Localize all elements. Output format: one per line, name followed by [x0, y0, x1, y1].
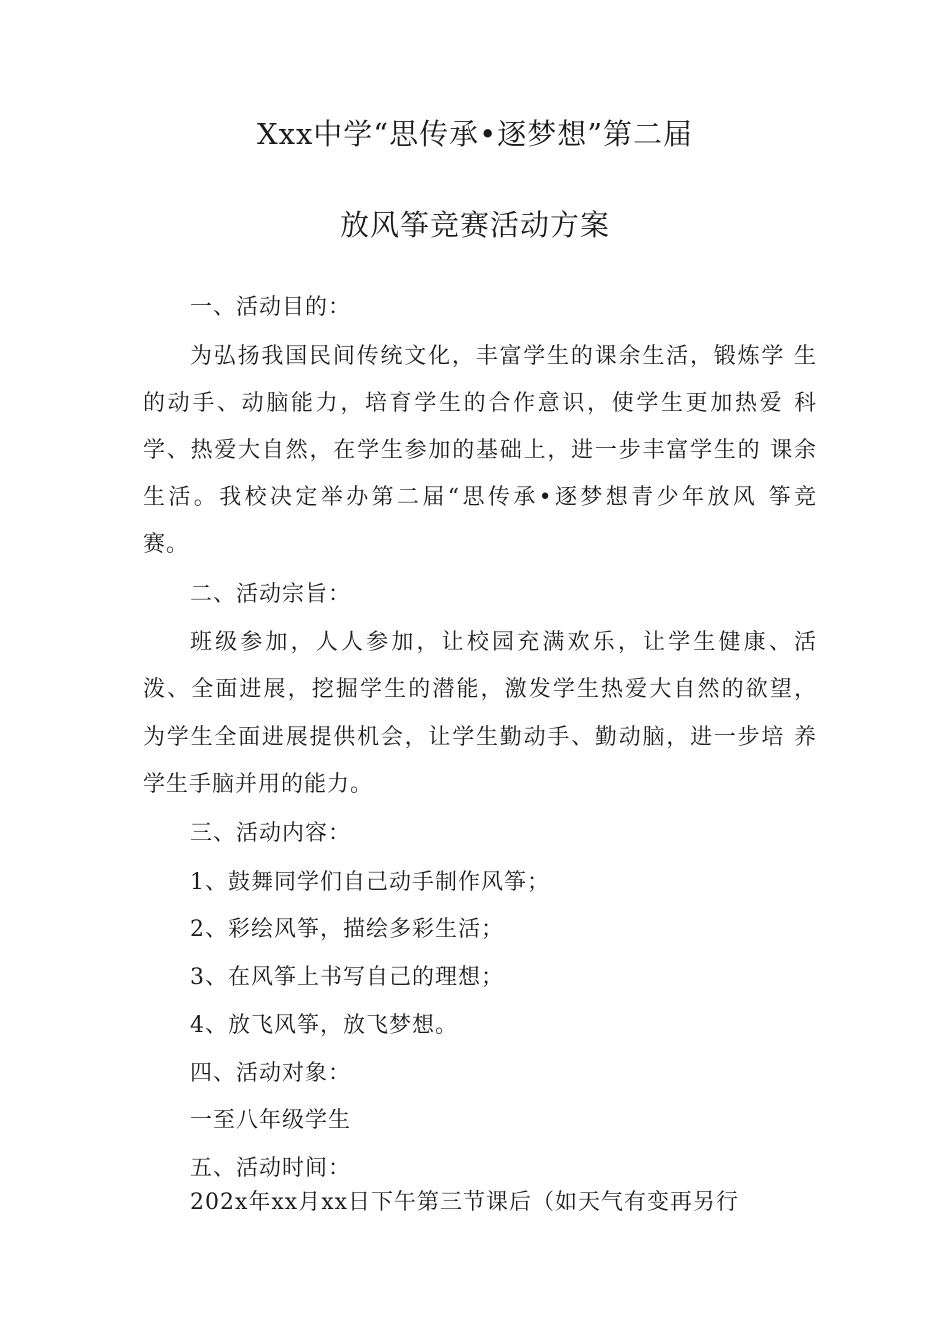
- paragraph-line: 赛。: [143, 532, 190, 557]
- list-item: 1、鼓舞同学们自己动手制作风筝；: [190, 870, 550, 895]
- paragraph-line: 生活。我校决定举办第二届“思传承•逐梦想青少年放风 筝竞: [143, 485, 817, 510]
- section-4-heading: 四、活动对象：: [190, 1061, 352, 1086]
- title-line-2: 放风筝竞赛活动方案: [339, 208, 610, 242]
- section-5-text: 202x年xx月xx日下午第三节课后（如天气有变再另行: [190, 1190, 740, 1215]
- paragraph-line: 的动手、动脑能力，培育学生的合作意识，使学生更加热爱 科: [143, 391, 817, 416]
- section-5-heading: 五、活动时间：: [190, 1156, 352, 1181]
- section-2-heading: 二、活动宗旨：: [190, 582, 352, 607]
- title-line-1: Xxx中学“思传承•逐梦想”第二届: [256, 117, 694, 151]
- paragraph-line: 为学生全面进展提供机会，让学生勤动手、勤动脑，进一步培 养: [143, 725, 817, 750]
- section-4-text: 一至八年级学生: [190, 1108, 352, 1133]
- paragraph-line: 泼、全面进展，挖掘学生的潜能，激发学生热爱大自然的欲望，: [143, 677, 817, 702]
- paragraph-line: 为弘扬我国民间传统文化，丰富学生的课余生活，锻炼学 生: [190, 344, 817, 369]
- list-item: 2、彩绘风筝，描绘多彩生活；: [190, 917, 504, 942]
- paragraph-line: 班级参加，人人参加，让校园充满欢乐，让学生健康、活: [190, 630, 817, 655]
- paragraph-line: 学生手脑并用的能力。: [143, 772, 374, 797]
- paragraph-line: 学、热爱大自然，在学生参加的基础上，进一步丰富学生的 课余: [143, 438, 817, 463]
- list-item: 3、在风筝上书写自己的理想；: [190, 965, 504, 990]
- section-1-heading: 一、活动目的：: [190, 295, 352, 320]
- section-3-heading: 三、活动内容：: [190, 821, 352, 846]
- list-item: 4、放飞风筝，放飞梦想。: [190, 1013, 458, 1038]
